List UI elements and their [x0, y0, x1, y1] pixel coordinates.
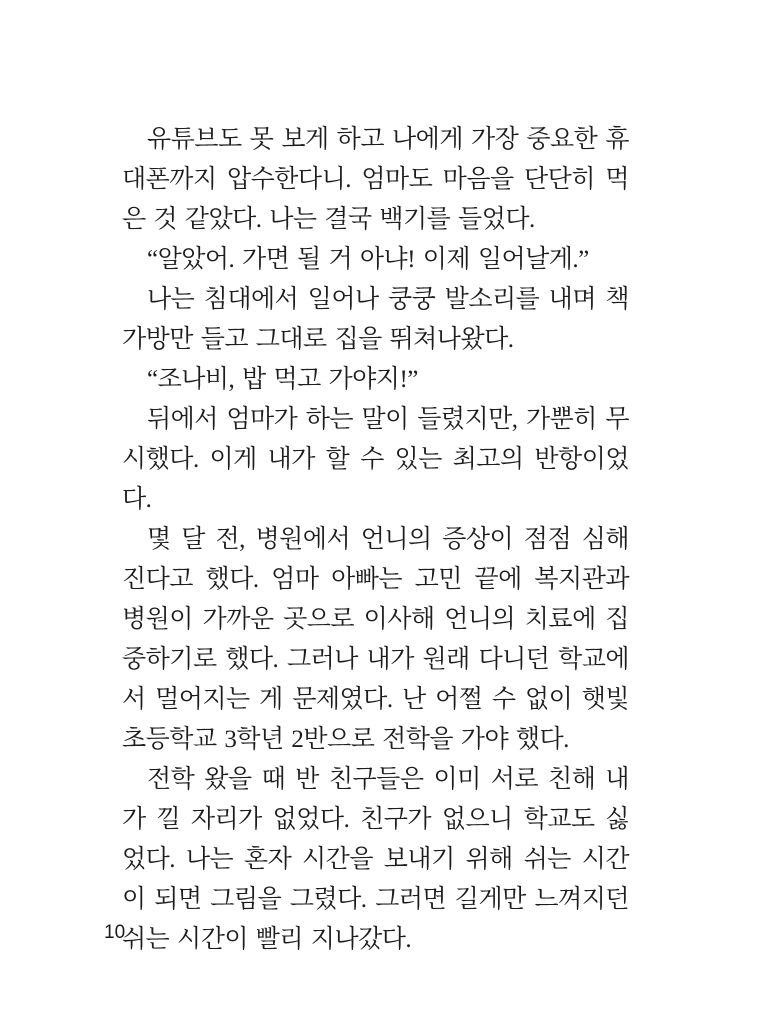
paragraph: 나는 침대에서 일어나 쿵쿵 발소리를 내며 책가방만 들고 그대로 집을 뛰쳐나왔다. [122, 286, 629, 353]
paragraph: 몇 달 전, 병원에서 언니의 증상이 점점 심해진다고 했다. 엄마 아빠는 고민 끝에 복지관과 병원이 가까운 곳으로 이사해 언니의 치료에 집중하기로 했다. 그러나 내가 원래 다니던 학교에서 멀어지는 게 문제였다. 난 어쩔 수 없이 햇빛 초등학교 3학년 2반으로 전학을 가야 했다. [122, 526, 629, 753]
paragraph: 유튜브도 못 보게 하고 나에게 가장 중요한 휴대폰까지 압수한다니. 엄마도 마음을 단단히 먹은 것 같았다. 나는 결국 백기를 들었다. [122, 126, 629, 233]
paragraph: 뒤에서 엄마가 하는 말이 들렸지만, 가뿐히 무시했다. 이게 내가 할 수 있는 최고의 반항이었다. [122, 406, 629, 513]
paragraph-dialogue: “알았어. 가면 될 거 아냐! 이제 일어날게.” [147, 246, 589, 273]
page-body [122, 120, 629, 960]
paragraph: 전학 왔을 때 반 친구들은 이미 서로 친해 내가 낄 자리가 없었다. 친구가 없으니 학교도 싫었다. 나는 혼자 시간을 보내기 위해 쉬는 시간이 되면 그림을 그렸다. 그러면 길게만 느껴지던 쉬는 시간이 빨리 지나갔다. [122, 766, 629, 953]
page-number: 10 [104, 922, 126, 943]
paragraph-dialogue: “조나비, 밥 먹고 가야지!” [147, 366, 418, 393]
